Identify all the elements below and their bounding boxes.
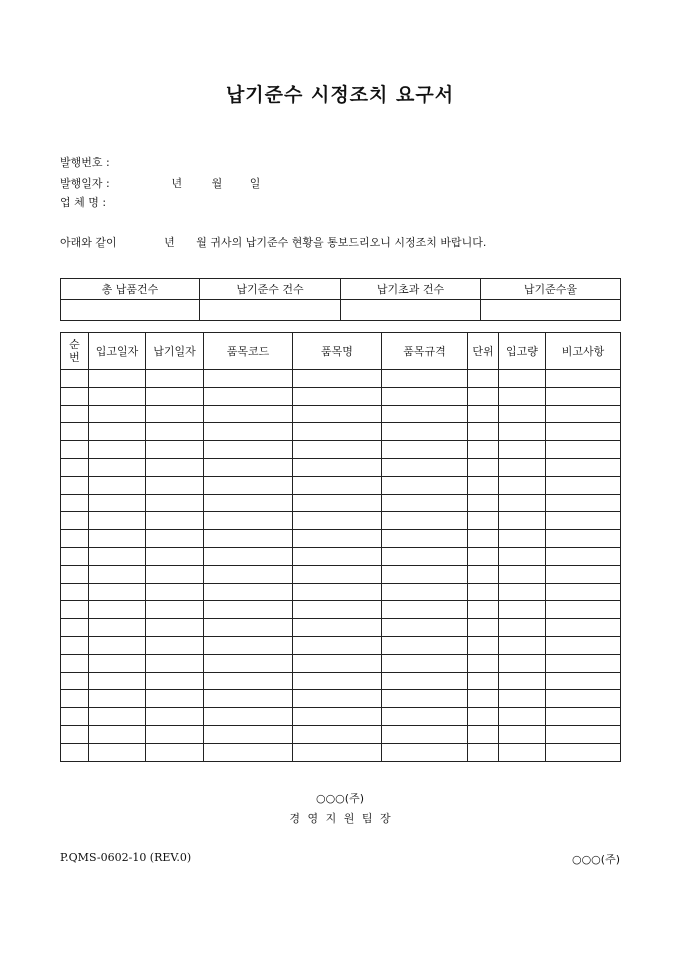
- table-cell[interactable]: [546, 601, 621, 619]
- table-row: [61, 672, 621, 690]
- summary-table: [60, 278, 621, 321]
- table-cell[interactable]: [293, 441, 382, 459]
- table-cell[interactable]: [546, 672, 621, 690]
- issue-number-label: 발행번호 :: [60, 156, 110, 169]
- summary-value-rate[interactable]: [481, 300, 621, 321]
- table-cell[interactable]: [546, 636, 621, 654]
- table-cell[interactable]: [146, 619, 204, 637]
- table-cell[interactable]: [204, 530, 293, 548]
- table-cell[interactable]: [499, 654, 546, 672]
- table-cell[interactable]: [546, 370, 621, 388]
- table-cell[interactable]: [293, 494, 382, 512]
- table-cell[interactable]: [89, 690, 146, 708]
- table-cell[interactable]: [293, 725, 382, 743]
- table-cell[interactable]: [293, 423, 382, 441]
- table-cell[interactable]: [382, 494, 468, 512]
- table-cell[interactable]: [468, 690, 499, 708]
- table-cell[interactable]: [293, 743, 382, 761]
- table-row: [61, 476, 621, 494]
- table-cell[interactable]: [382, 370, 468, 388]
- table-row: [61, 512, 621, 530]
- table-cell[interactable]: [204, 565, 293, 583]
- table-cell[interactable]: [61, 619, 89, 637]
- table-cell[interactable]: [468, 405, 499, 423]
- table-cell[interactable]: [61, 512, 89, 530]
- summary-value-row: [61, 300, 621, 321]
- table-cell[interactable]: [293, 476, 382, 494]
- table-cell[interactable]: [204, 441, 293, 459]
- table-cell[interactable]: [89, 530, 146, 548]
- table-cell[interactable]: [499, 601, 546, 619]
- table-cell[interactable]: [293, 387, 382, 405]
- summary-value-late[interactable]: [341, 300, 481, 321]
- table-cell[interactable]: [382, 725, 468, 743]
- table-cell[interactable]: [382, 619, 468, 637]
- table-cell[interactable]: [499, 458, 546, 476]
- table-row: [61, 387, 621, 405]
- table-cell[interactable]: [468, 512, 499, 530]
- table-cell[interactable]: [293, 619, 382, 637]
- issue-date-month: 월: [211, 177, 223, 190]
- table-row: [61, 654, 621, 672]
- table-cell[interactable]: [204, 636, 293, 654]
- table-cell[interactable]: [61, 583, 89, 601]
- table-cell[interactable]: [61, 423, 89, 441]
- table-cell[interactable]: [546, 423, 621, 441]
- table-cell[interactable]: [468, 423, 499, 441]
- table-cell[interactable]: [61, 494, 89, 512]
- table-cell[interactable]: [204, 583, 293, 601]
- table-cell[interactable]: [382, 387, 468, 405]
- table-cell[interactable]: [293, 654, 382, 672]
- table-cell[interactable]: [61, 547, 89, 565]
- table-cell[interactable]: [499, 512, 546, 530]
- table-cell[interactable]: [468, 636, 499, 654]
- table-cell[interactable]: [89, 370, 146, 388]
- table-cell[interactable]: [89, 583, 146, 601]
- table-cell[interactable]: [293, 565, 382, 583]
- company-name-row: [60, 196, 122, 210]
- table-cell[interactable]: [546, 512, 621, 530]
- table-cell[interactable]: [146, 530, 204, 548]
- summary-header-row: [61, 279, 621, 300]
- document-company: ○○○(주): [571, 853, 620, 866]
- table-cell[interactable]: [89, 441, 146, 459]
- table-cell[interactable]: [146, 547, 204, 565]
- table-cell[interactable]: [61, 743, 89, 761]
- company-name-label: 업 체 명 :: [60, 196, 107, 209]
- table-cell[interactable]: [61, 672, 89, 690]
- table-cell[interactable]: [382, 654, 468, 672]
- table-cell[interactable]: [546, 565, 621, 583]
- table-cell[interactable]: [61, 565, 89, 583]
- page-title: 납기준수 시정조치 요구서: [225, 84, 455, 106]
- table-cell[interactable]: [293, 690, 382, 708]
- table-row: [61, 636, 621, 654]
- table-cell[interactable]: [468, 387, 499, 405]
- table-cell[interactable]: [382, 458, 468, 476]
- table-cell[interactable]: [61, 387, 89, 405]
- table-cell[interactable]: [546, 708, 621, 726]
- table-cell[interactable]: [146, 370, 204, 388]
- table-cell[interactable]: [293, 458, 382, 476]
- table-cell[interactable]: [204, 725, 293, 743]
- table-cell[interactable]: [468, 476, 499, 494]
- table-row: [61, 530, 621, 548]
- summary-header-late: 납기초과 건수: [341, 279, 481, 300]
- intro-sentence: [60, 234, 486, 250]
- table-row: [61, 405, 621, 423]
- table-cell[interactable]: [293, 672, 382, 690]
- table-cell[interactable]: [546, 441, 621, 459]
- detail-header-no: [61, 333, 89, 370]
- table-cell[interactable]: [293, 601, 382, 619]
- detail-body: [61, 370, 621, 762]
- table-cell[interactable]: [89, 708, 146, 726]
- footer-company: ○○○(주): [315, 792, 364, 805]
- table-cell[interactable]: [89, 476, 146, 494]
- table-cell[interactable]: [382, 476, 468, 494]
- detail-header-unit: 단위: [468, 333, 499, 370]
- table-cell[interactable]: [499, 547, 546, 565]
- table-cell[interactable]: [146, 387, 204, 405]
- table-cell[interactable]: [89, 672, 146, 690]
- table-cell[interactable]: [146, 708, 204, 726]
- table-cell[interactable]: [468, 619, 499, 637]
- table-cell[interactable]: [146, 654, 204, 672]
- table-cell[interactable]: [204, 494, 293, 512]
- table-cell[interactable]: [546, 458, 621, 476]
- table-cell[interactable]: [89, 743, 146, 761]
- table-cell[interactable]: [546, 583, 621, 601]
- issue-number-row: [60, 156, 122, 170]
- table-cell[interactable]: [499, 441, 546, 459]
- table-cell[interactable]: [61, 725, 89, 743]
- issue-date-row: [60, 177, 260, 191]
- table-cell[interactable]: [382, 530, 468, 548]
- issue-date-year: 년: [171, 177, 183, 190]
- table-cell[interactable]: [382, 405, 468, 423]
- table-row: [61, 690, 621, 708]
- table-cell[interactable]: [89, 387, 146, 405]
- table-cell[interactable]: [89, 494, 146, 512]
- table-row: [61, 743, 621, 761]
- table-cell[interactable]: [146, 405, 204, 423]
- table-row: [61, 583, 621, 601]
- table-row: [61, 458, 621, 476]
- table-cell[interactable]: [89, 547, 146, 565]
- table-cell[interactable]: [499, 743, 546, 761]
- table-cell[interactable]: [146, 690, 204, 708]
- table-cell[interactable]: [146, 601, 204, 619]
- table-cell[interactable]: [499, 405, 546, 423]
- table-cell[interactable]: [146, 458, 204, 476]
- table-cell[interactable]: [293, 583, 382, 601]
- detail-header-item-name: 품목명: [293, 333, 382, 370]
- table-cell[interactable]: [546, 405, 621, 423]
- document-code: P.QMS-0602-10 (REV.0): [60, 851, 192, 864]
- table-cell[interactable]: [204, 690, 293, 708]
- table-cell[interactable]: [499, 672, 546, 690]
- table-cell[interactable]: [499, 476, 546, 494]
- table-cell[interactable]: [89, 512, 146, 530]
- table-cell[interactable]: [499, 636, 546, 654]
- table-cell[interactable]: [468, 547, 499, 565]
- table-cell[interactable]: [382, 512, 468, 530]
- table-cell[interactable]: [382, 441, 468, 459]
- detail-header-remarks: 비고사항: [546, 333, 621, 370]
- detail-header-received-date: 입고일자: [89, 333, 146, 370]
- table-cell[interactable]: [146, 494, 204, 512]
- table-cell[interactable]: [204, 405, 293, 423]
- table-row: [61, 565, 621, 583]
- table-cell[interactable]: [204, 743, 293, 761]
- table-cell[interactable]: [468, 494, 499, 512]
- table-cell[interactable]: [382, 690, 468, 708]
- table-cell[interactable]: [89, 423, 146, 441]
- table-cell[interactable]: [293, 512, 382, 530]
- table-row: [61, 725, 621, 743]
- table-cell[interactable]: [382, 583, 468, 601]
- table-cell[interactable]: [204, 370, 293, 388]
- table-cell[interactable]: [546, 387, 621, 405]
- summary-value-ontime[interactable]: [200, 300, 341, 321]
- table-cell[interactable]: [468, 654, 499, 672]
- table-cell[interactable]: [546, 494, 621, 512]
- table-cell[interactable]: [61, 441, 89, 459]
- table-cell[interactable]: [89, 636, 146, 654]
- table-cell[interactable]: [468, 583, 499, 601]
- table-cell[interactable]: [61, 405, 89, 423]
- table-cell[interactable]: [499, 565, 546, 583]
- table-cell[interactable]: [89, 725, 146, 743]
- table-cell[interactable]: [61, 690, 89, 708]
- table-cell[interactable]: [204, 619, 293, 637]
- table-cell[interactable]: [499, 387, 546, 405]
- table-cell[interactable]: [204, 387, 293, 405]
- table-cell[interactable]: [546, 725, 621, 743]
- detail-header-quantity: 입고량: [499, 333, 546, 370]
- table-cell[interactable]: [89, 405, 146, 423]
- table-cell[interactable]: [89, 654, 146, 672]
- table-cell[interactable]: [61, 370, 89, 388]
- table-cell[interactable]: [146, 725, 204, 743]
- table-cell[interactable]: [146, 672, 204, 690]
- table-cell[interactable]: [546, 476, 621, 494]
- table-cell[interactable]: [499, 725, 546, 743]
- table-cell[interactable]: [468, 743, 499, 761]
- detail-table: [60, 332, 621, 762]
- table-cell[interactable]: [204, 423, 293, 441]
- issue-date-day: 일: [249, 177, 261, 190]
- table-cell[interactable]: [468, 565, 499, 583]
- summary-header-ontime: 납기준수 건수: [200, 279, 341, 300]
- table-cell[interactable]: [499, 370, 546, 388]
- table-cell[interactable]: [146, 423, 204, 441]
- intro-year: 년: [164, 236, 175, 249]
- table-row: [61, 370, 621, 388]
- table-cell[interactable]: [382, 423, 468, 441]
- table-cell[interactable]: [146, 583, 204, 601]
- table-cell[interactable]: [382, 601, 468, 619]
- table-cell[interactable]: [61, 530, 89, 548]
- table-cell[interactable]: [293, 708, 382, 726]
- table-cell[interactable]: [382, 636, 468, 654]
- table-cell[interactable]: [499, 423, 546, 441]
- table-cell[interactable]: [293, 636, 382, 654]
- table-cell[interactable]: [89, 619, 146, 637]
- table-cell[interactable]: [204, 601, 293, 619]
- table-row: [61, 423, 621, 441]
- table-cell[interactable]: [61, 708, 89, 726]
- table-cell[interactable]: [468, 708, 499, 726]
- table-cell[interactable]: [382, 565, 468, 583]
- intro-part2: 월 귀사의 납기준수 현황을 통보드리오니 시정조치 바랍니다.: [196, 236, 487, 249]
- table-row: [61, 547, 621, 565]
- table-cell[interactable]: [146, 565, 204, 583]
- detail-header-no-text: 순 번: [69, 338, 80, 364]
- table-cell[interactable]: [546, 654, 621, 672]
- table-cell[interactable]: [499, 583, 546, 601]
- table-cell[interactable]: [468, 725, 499, 743]
- table-cell[interactable]: [204, 547, 293, 565]
- footer-team: 경 영 지 원 팀 장: [289, 812, 391, 825]
- table-cell[interactable]: [468, 530, 499, 548]
- table-cell[interactable]: [146, 441, 204, 459]
- table-cell[interactable]: [293, 405, 382, 423]
- table-cell[interactable]: [468, 601, 499, 619]
- detail-header-due-date: 납기일자: [146, 333, 204, 370]
- table-cell[interactable]: [468, 441, 499, 459]
- table-cell[interactable]: [546, 619, 621, 637]
- table-row: [61, 441, 621, 459]
- table-cell[interactable]: [89, 458, 146, 476]
- summary-header-rate: 납기준수율: [481, 279, 621, 300]
- detail-header-item-code: 품목코드: [204, 333, 293, 370]
- detail-header-item-spec: 품목규격: [382, 333, 468, 370]
- table-cell[interactable]: [89, 565, 146, 583]
- table-cell[interactable]: [146, 512, 204, 530]
- table-cell[interactable]: [499, 494, 546, 512]
- table-cell[interactable]: [499, 708, 546, 726]
- table-cell[interactable]: [293, 530, 382, 548]
- table-cell[interactable]: [204, 654, 293, 672]
- table-cell[interactable]: [204, 458, 293, 476]
- table-cell[interactable]: [499, 690, 546, 708]
- table-cell[interactable]: [382, 672, 468, 690]
- table-cell[interactable]: [146, 743, 204, 761]
- table-cell[interactable]: [546, 690, 621, 708]
- table-cell[interactable]: [499, 619, 546, 637]
- table-cell[interactable]: [89, 601, 146, 619]
- summary-header-total: 총 납품건수: [61, 279, 200, 300]
- table-cell[interactable]: [546, 743, 621, 761]
- table-cell[interactable]: [293, 547, 382, 565]
- table-cell[interactable]: [546, 530, 621, 548]
- table-cell[interactable]: [61, 458, 89, 476]
- table-row: [61, 601, 621, 619]
- table-cell[interactable]: [204, 512, 293, 530]
- summary-value-total[interactable]: [61, 300, 200, 321]
- table-row: [61, 494, 621, 512]
- table-row: [61, 708, 621, 726]
- intro-part1: 아래와 같이: [60, 236, 117, 249]
- table-cell[interactable]: [146, 636, 204, 654]
- table-cell[interactable]: [468, 458, 499, 476]
- table-cell[interactable]: [61, 601, 89, 619]
- table-cell[interactable]: [546, 547, 621, 565]
- table-cell[interactable]: [382, 743, 468, 761]
- table-cell[interactable]: [204, 476, 293, 494]
- table-cell[interactable]: [382, 547, 468, 565]
- table-cell[interactable]: [61, 654, 89, 672]
- table-cell[interactable]: [204, 672, 293, 690]
- table-cell[interactable]: [146, 476, 204, 494]
- table-cell[interactable]: [61, 636, 89, 654]
- table-cell[interactable]: [61, 476, 89, 494]
- table-cell[interactable]: [499, 530, 546, 548]
- detail-header-row: [61, 333, 621, 370]
- issue-date-label: 발행일자 :: [60, 177, 110, 190]
- table-cell[interactable]: [293, 370, 382, 388]
- table-cell[interactable]: [468, 672, 499, 690]
- table-row: [61, 619, 621, 637]
- table-cell[interactable]: [204, 708, 293, 726]
- table-cell[interactable]: [468, 370, 499, 388]
- table-cell[interactable]: [382, 708, 468, 726]
